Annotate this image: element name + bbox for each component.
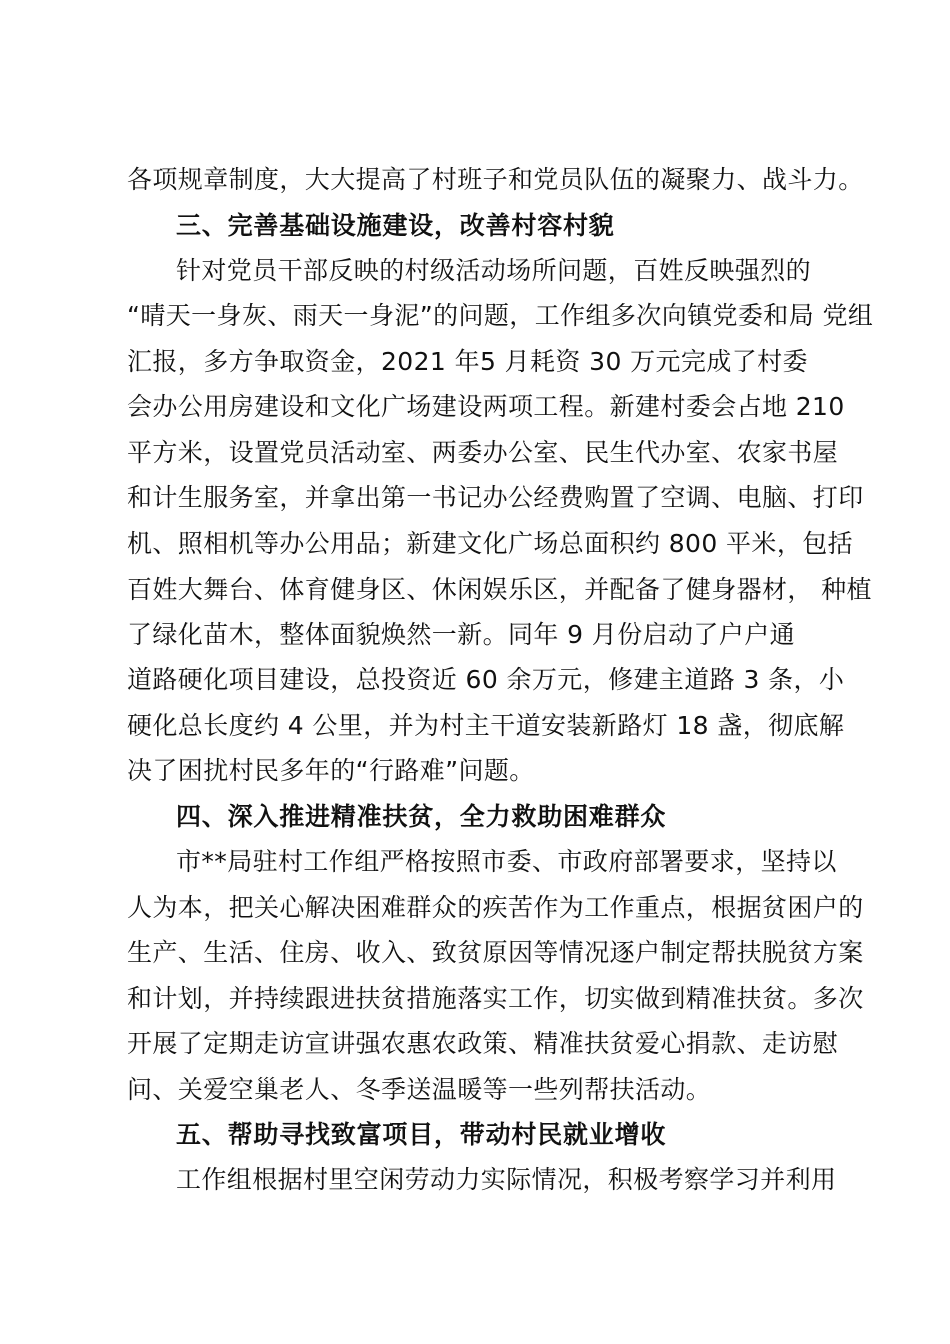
body-text-line: 针对党员干部反映的村级活动场所问题，百姓反映强烈的 xyxy=(176,256,812,285)
body-text-line: 百姓大舞台、体育健身区、休闲娱乐区，并配备了健身器材， 种植 xyxy=(127,575,872,604)
body-text-line: “晴天一身灰、雨天一身泥”的问题，工作组多次向镇党委和局 党组 xyxy=(127,301,874,330)
body-text-line: 市**局驻村工作组严格按照市委、市政府部署要求，坚持以 xyxy=(176,847,837,876)
body-text-line: 道路硬化项目建设，总投资近 60 余万元，修建主道路 3 条，小 xyxy=(127,665,845,694)
body-text-line: 工作组根据村里空闲劳动力实际情况，积极考察学习并利用 xyxy=(176,1165,837,1194)
section-heading-3: 三、完善基础设施建设，改善村容村貌 xyxy=(176,211,615,240)
body-text-line: 生产、生活、住房、收入、致贫原因等情况逐户制定帮扶脱贫方案 xyxy=(127,938,864,967)
body-text-line: 开展了定期走访宣讲强农惠农政策、精准扶贫爱心捐款、走访慰 xyxy=(127,1029,839,1058)
body-text-line: 机、照相机等办公用品；新建文化广场总面积约 800 平米，包括 xyxy=(127,529,854,558)
body-text-line: 问、关爱空巢老人、冬季送温暖等一些列帮扶活动。 xyxy=(127,1075,712,1104)
body-text-line: 和计划，并持续跟进扶贫措施落实工作，切实做到精准扶贫。多次 xyxy=(127,984,864,1013)
body-text-line: 各项规章制度，大大提高了村班子和党员队伍的凝聚力、战斗力。 xyxy=(127,165,864,194)
section-heading-5: 五、帮助寻找致富项目，带动村民就业增收 xyxy=(176,1120,667,1149)
body-text-line: 硬化总长度约 4 公里，并为村主干道安装新路灯 18 盏，彻底解 xyxy=(127,711,845,740)
body-text-line: 和计生服务室，并拿出第一书记办公经费购置了空调、电脑、打印 xyxy=(127,483,864,512)
body-text-line: 了绿化苗木，整体面貌焕然一新。同年 9 月份启动了户户通 xyxy=(127,620,796,649)
body-text-line: 决了困扰村民多年的“行路难”问题。 xyxy=(127,756,535,785)
section-heading-4: 四、深入推进精准扶贫，全力救助困难群众 xyxy=(176,802,667,831)
body-text-line: 平方米，设置党员活动室、两委办公室、民生代办室、农家书屋 xyxy=(127,438,839,467)
body-text-line: 人为本，把关心解决困难群众的疾苦作为工作重点，根据贫困户的 xyxy=(127,893,864,922)
body-text-line: 汇报，多方争取资金，2021 年5 月耗资 30 万元完成了村委 xyxy=(127,347,808,376)
body-text-line: 会办公用房建设和文化广场建设两项工程。新建村委会占地 210 xyxy=(127,392,845,421)
